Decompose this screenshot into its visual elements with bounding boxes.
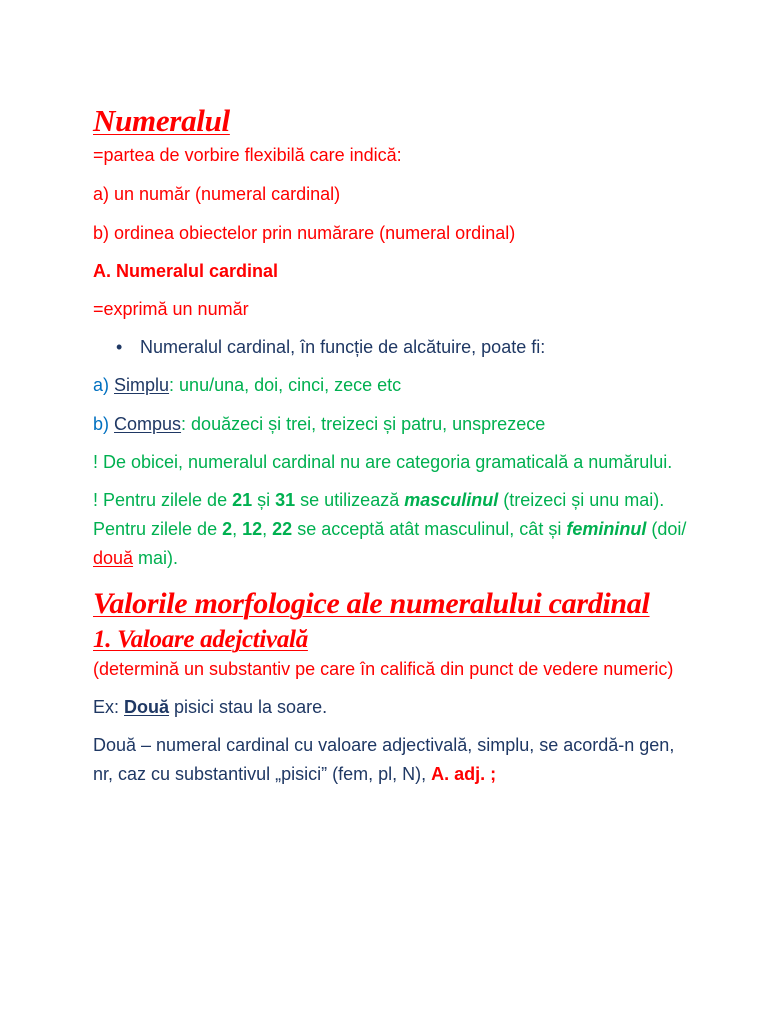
note-days-t8: (doi/ <box>646 519 687 539</box>
example-prefix: Ex: <box>93 697 125 717</box>
values-heading: Valorile morfologice ale numeralului cardinal <box>93 587 650 620</box>
bullet-text: Numeralul cardinal, în funcție de alcătuire, poate fi: <box>140 337 546 357</box>
note-days-12: 12 <box>242 519 263 539</box>
page-title: Numeralul <box>93 103 230 138</box>
analysis-text: Două – numeral cardinal cu valoare adjectivală, simplu, se acordă-n gen, nr, caz cu substantivul „pisici” (fem, pl, N), <box>93 735 675 784</box>
note-days-t6: , <box>262 519 273 539</box>
note-days-t3: se utilizează <box>295 490 405 510</box>
note-days-doua: două <box>93 548 134 568</box>
note-days-t4: (treizeci și unu mai). Pentru zilele de <box>93 490 665 539</box>
note-days-masculine: masculinul <box>404 490 499 510</box>
note-days-feminine: femininul <box>566 519 647 539</box>
list-item-b: b) ordinea obiectelor prin numărare (numeral ordinal) <box>93 223 516 243</box>
compus-text: : douăzeci și trei, treizeci și patru, unsprezece <box>181 414 546 434</box>
list-item-a: a) un număr (numeral cardinal) <box>93 184 341 204</box>
analysis-line <box>93 731 693 789</box>
note-days-22: 22 <box>272 519 293 539</box>
note-days-t9: mai). <box>133 548 179 568</box>
note-days-21: 21 <box>232 490 253 510</box>
compus-line <box>93 410 693 439</box>
compus-label: Compus <box>114 414 182 434</box>
note-days-31: 31 <box>275 490 296 510</box>
simplu-label: Simplu <box>114 375 170 395</box>
section-a-definition: =exprimă un număr <box>93 299 249 319</box>
note-days-t5: , <box>232 519 243 539</box>
bullet-item <box>116 333 693 362</box>
section-a-heading: A. Numeralul cardinal <box>93 261 279 281</box>
analysis-tag: A. adj. ; <box>431 764 497 784</box>
adjectival-description: (determină un substantiv pe care în califică din punct de vedere numeric) <box>93 659 674 679</box>
note-days <box>93 486 693 573</box>
simplu-prefix: a) <box>93 375 115 395</box>
note-days-t1: ! Pentru zilele de <box>93 490 233 510</box>
note-plural: ! De obicei, numeralul cardinal nu are categoria gramaticală a numărului. <box>93 452 673 472</box>
simplu-text: : unu/una, doi, cinci, zece etc <box>169 375 402 395</box>
compus-prefix: b) <box>93 414 115 434</box>
simplu-line <box>93 371 693 400</box>
note-days-2: 2 <box>222 519 233 539</box>
note-days-t2: și <box>252 490 276 510</box>
note-days-t7: se acceptă atât masculinul, cât și <box>292 519 567 539</box>
example-rest: pisici stau la soare. <box>169 697 328 717</box>
example-word: Două <box>124 697 170 717</box>
example-line <box>93 693 693 722</box>
definition-text: =partea de vorbire flexibilă care indică: <box>93 145 402 165</box>
document-page <box>93 100 693 789</box>
bullet-marker: • <box>116 337 123 357</box>
adjectival-heading: 1. Valoare adejctivală <box>93 626 308 653</box>
